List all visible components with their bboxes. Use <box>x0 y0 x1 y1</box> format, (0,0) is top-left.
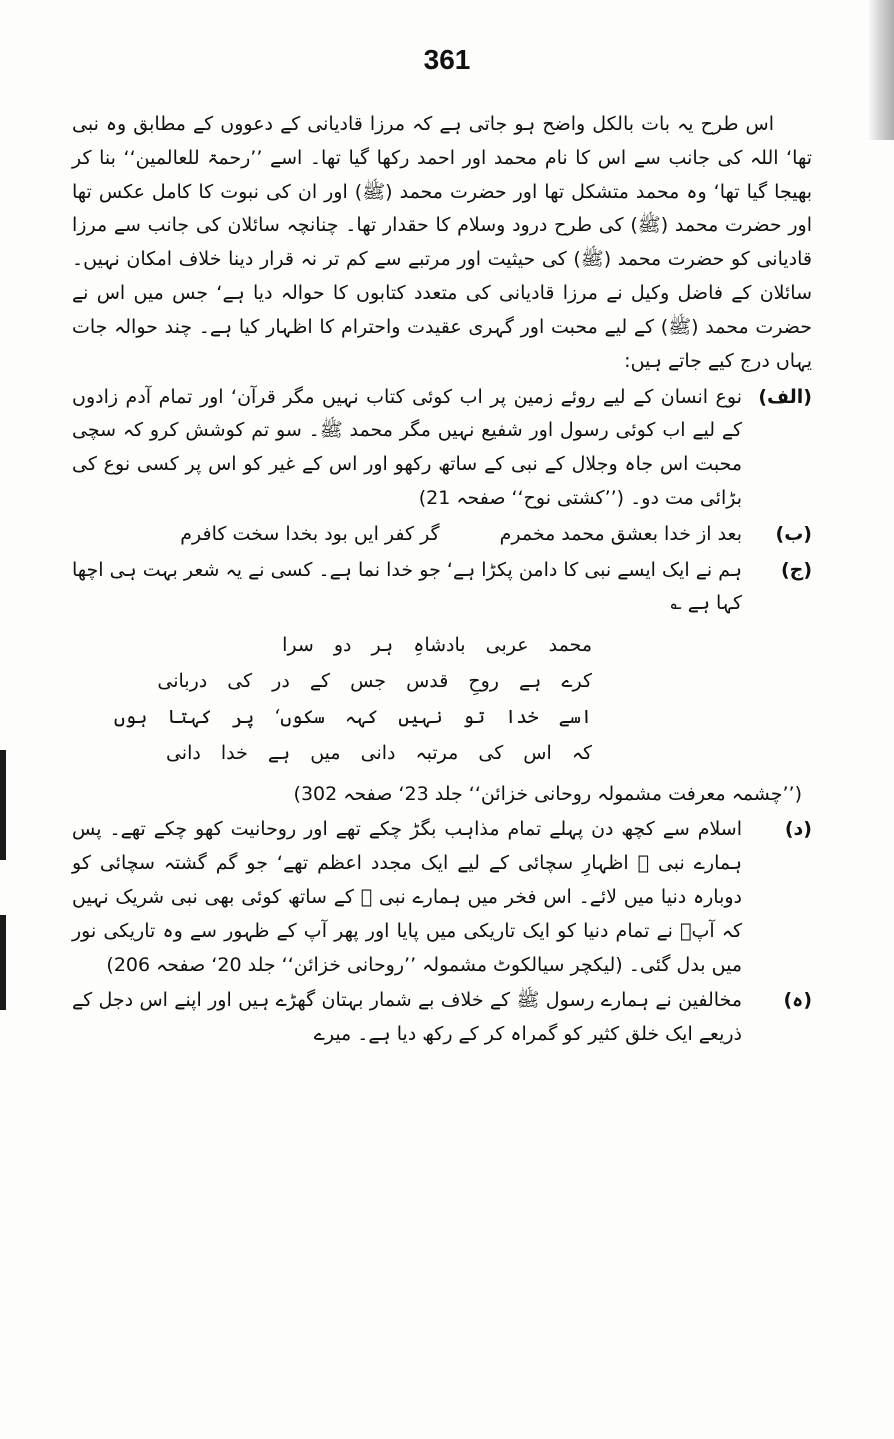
quote-text: نوع انسان کے لیے روئے زمین پر اب کوئی کتاب نہیں مگر قرآن‘ اور تمام آدم زادوں کے لیے اب کوئی رسول اور شفیع نہیں مگر محمد ﷺ۔ سو تم کوشش کرو کہ سچی محبت اس جاہ وجلال کے نبی کے ساتھ رکھو اور اس کے غیر کو اس پر کسی نوع کی بڑائی مت دو۔ (’’کشتی نوح‘‘ صفحہ 21) <box>72 385 742 509</box>
quote-text: اسلام سے کچھ دن پہلے تمام مذاہب بگڑ چکے تھے اور روحانیت کھو چکے تھے۔ پس ہمارے نبی ﷺ اظہارِ سچائی کے لیے ایک مجدد اعظم تھے‘ جو گم گشتہ سچائی کو دوبارہ دنیا میں لائے۔ اس فخر میں ہمارے نبی ﷺ کے ساتھ کوئی بھی نبی شریک نہیں کہ آپؐ نے تمام دنیا کو ایک تاریکی میں پایا اور پھر آپ کے ظہور سے وہ تاریکی نور میں بدل گئی۔ (لیکچر سیالکوٹ مشمولہ ’’روحانی خزائن‘‘ جلد 20‘ صفحہ 206) <box>72 818 742 976</box>
poem-line: اسے خدا تو نہیں کہہ سکوں‘ پر کہتا ہوں <box>113 706 592 729</box>
item-marker: (د) <box>784 818 812 841</box>
quote-item-jeem <box>72 554 812 776</box>
quote-text: مخالفین نے ہمارے رسول ﷺ کے خلاف بے شمار بہتان گھڑے ہیں اور اپنے اس دجل کے ذریعے ایک خلق کثیر کو گمراہ کر کے رکھ دیا ہے۔ میرے <box>72 989 742 1046</box>
couplet-second-half: گر کفر ایں بود بخدا سخت کافرم <box>180 522 440 545</box>
poem-line: محمد عربی بادشاہِ ہر دو سرا <box>282 634 592 657</box>
poem-line: کرے ہے روحِ قدس جس کے در کی دربانی <box>157 670 592 693</box>
item-marker: (ب) <box>775 522 812 545</box>
couplet-first-half: بعد از خدا بعشق محمد مخمرم <box>499 522 742 545</box>
poem-reference: (’’چشمہ معرفت مشمولہ روحانی خزائن‘‘ جلد 23‘ صفحہ 302) <box>293 782 802 805</box>
page-body <box>72 108 812 1054</box>
item-marker: (ہ) <box>783 989 812 1012</box>
poem-line: کہ اس کی مرتبہ دانی میں ہے خدا دانی <box>165 742 592 765</box>
item-marker: (ج) <box>780 558 812 581</box>
persian-couplet <box>72 518 742 552</box>
intro-paragraph: اس طرح یہ بات بالکل واضح ہو جاتی ہے کہ مرزا قادیانی کے دعووں کے مطابق وہ نبی تھا‘ اللہ کی جانب سے اس کا نام محمد اور احمد رکھا گیا تھا۔ اسے ’’رحمۃ للعالمین‘‘ بنا کر بھیجا گیا تھا‘ وہ محمد متشکل تھا اور حضرت محمد (ﷺ) اور ان کی نبوت کا کامل عکس تھا اور حضرت محمد (ﷺ) کی طرح درود وسلام کا حقدار تھا۔ چنانچہ سائلان کی جانب سے مرزا قادیانی کو حضرت محمد (ﷺ) کی حیثیت اور مرتبے سے کم تر نہ قرار دینا خلاف امکان نہیں۔ سائلان کے فاضل وکیل نے مرزا قادیانی کی متعدد کتابوں کا حوالہ دیا ہے‘ جس میں اس نے حضرت محمد (ﷺ) کے لیے محبت اور گہری عقیدت واحترام کا اظہار کیا ہے۔ چند حوالہ جات یہاں درج کیے جاتے ہیں: <box>72 113 812 372</box>
scan-margin-mark <box>0 915 6 1010</box>
quote-item-he <box>72 984 812 1052</box>
quote-text: ہم نے ایک ایسے نبی کا دامن پکڑا ہے‘ جو خدا نما ہے۔ کسی نے یہ شعر بہت ہی اچھا کہا ہے ؎ <box>72 558 742 615</box>
page-number: 361 <box>423 44 471 75</box>
quote-item-alif <box>72 381 812 516</box>
quote-item-be <box>72 518 812 552</box>
quote-item-dal <box>72 813 812 982</box>
item-marker: (الف) <box>758 385 812 408</box>
urdu-poem <box>72 627 742 771</box>
scan-margin-mark <box>0 750 6 860</box>
